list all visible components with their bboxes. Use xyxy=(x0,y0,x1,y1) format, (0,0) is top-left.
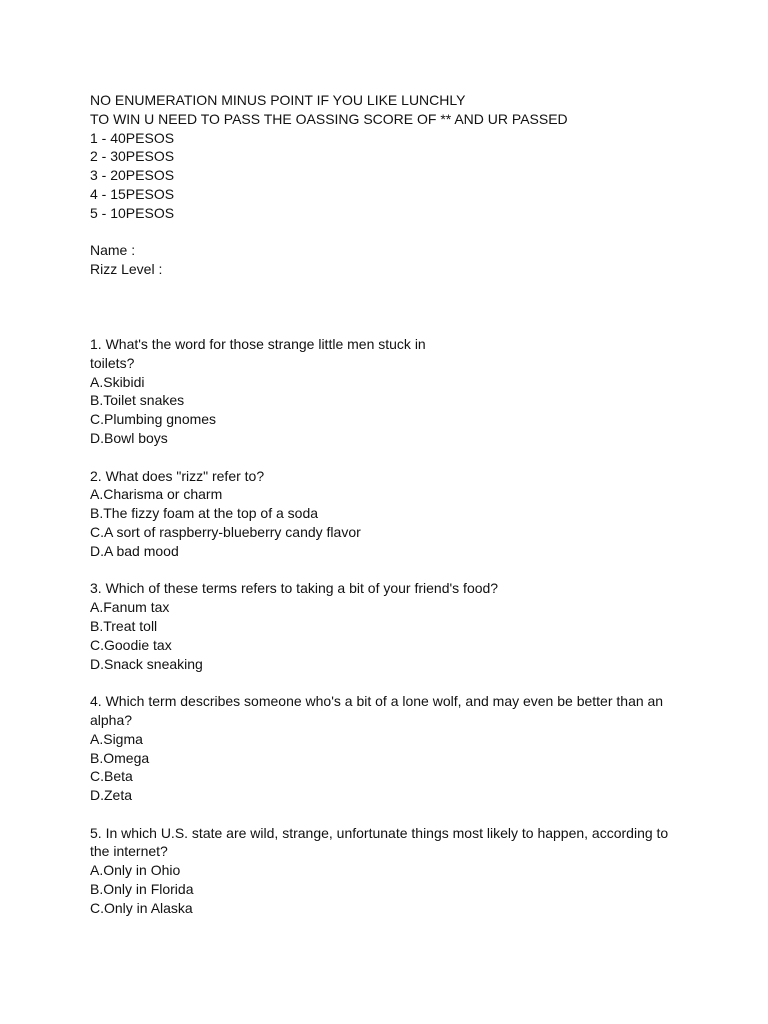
answer-choice: C.Plumbing gnomes xyxy=(90,411,217,428)
question-block xyxy=(90,824,680,918)
question-block xyxy=(90,579,680,673)
question-block xyxy=(90,467,680,561)
question-text: 1. What's the word for those strange little men stuck in xyxy=(90,335,426,352)
answer-choice: C.Only in Alaska xyxy=(90,899,193,916)
question-text: 5. In which U.S. state are wild, strange, unfortunate things most likely to happen, according to xyxy=(90,824,669,841)
answer-choice: B.Toilet snakes xyxy=(90,392,185,409)
document-body xyxy=(90,91,680,918)
prize-item: 3 - 20PESOS xyxy=(90,167,175,184)
answer-choice: A.Charisma or charm xyxy=(90,486,223,503)
spacer xyxy=(90,805,680,824)
prize-list xyxy=(90,129,680,223)
answer-choice: A.Skibidi xyxy=(90,373,145,390)
answer-choice: A.Sigma xyxy=(90,730,143,747)
answer-choice: C.Goodie tax xyxy=(90,636,172,653)
question-text: the internet? xyxy=(90,843,168,860)
answer-choice: B.Treat toll xyxy=(90,617,158,634)
name-field-label: Name : xyxy=(90,242,136,259)
question-block xyxy=(90,335,680,448)
answer-choice: C.Beta xyxy=(90,768,133,785)
answer-choice: D.Snack sneaking xyxy=(90,655,203,672)
spacer xyxy=(90,448,680,467)
answer-choice: B.Only in Florida xyxy=(90,881,194,898)
question-text: toilets? xyxy=(90,354,135,371)
question-text: 3. Which of these terms refers to taking a bit of your friend's food? xyxy=(90,580,499,597)
prize-item: 5 - 10PESOS xyxy=(90,204,175,221)
prize-item: 4 - 15PESOS xyxy=(90,185,175,202)
answer-choice: D.Zeta xyxy=(90,787,133,804)
spacer xyxy=(90,673,680,692)
answer-choice: D.A bad mood xyxy=(90,542,179,559)
answer-choice: A.Fanum tax xyxy=(90,599,170,616)
question-text: 4. Which term describes someone who's a bit of a lone wolf, and may even be better than an xyxy=(90,693,664,710)
header-line-1: NO ENUMERATION MINUS POINT IF YOU LIKE LUNCHLY xyxy=(90,92,466,108)
answer-choice: B.Omega xyxy=(90,749,150,766)
spacer xyxy=(90,561,680,580)
spacer xyxy=(90,279,680,335)
spacer xyxy=(90,223,680,242)
question-text: alpha? xyxy=(90,711,133,728)
answer-choice: B.The fizzy foam at the top of a soda xyxy=(90,505,319,522)
answer-choice: C.A sort of raspberry-blueberry candy flavor xyxy=(90,523,361,540)
answer-choice: A.Only in Ohio xyxy=(90,862,181,879)
answer-choice: D.Bowl boys xyxy=(90,429,168,446)
question-block xyxy=(90,692,680,805)
rizz-level-field-label: Rizz Level : xyxy=(90,261,163,278)
header-line-2: TO WIN U NEED TO PASS THE OASSING SCORE OF ** AND UR PASSED xyxy=(90,110,568,127)
question-text: 2. What does "rizz" refer to? xyxy=(90,467,265,484)
prize-item: 1 - 40PESOS xyxy=(90,129,175,146)
prize-item: 2 - 30PESOS xyxy=(90,148,175,165)
